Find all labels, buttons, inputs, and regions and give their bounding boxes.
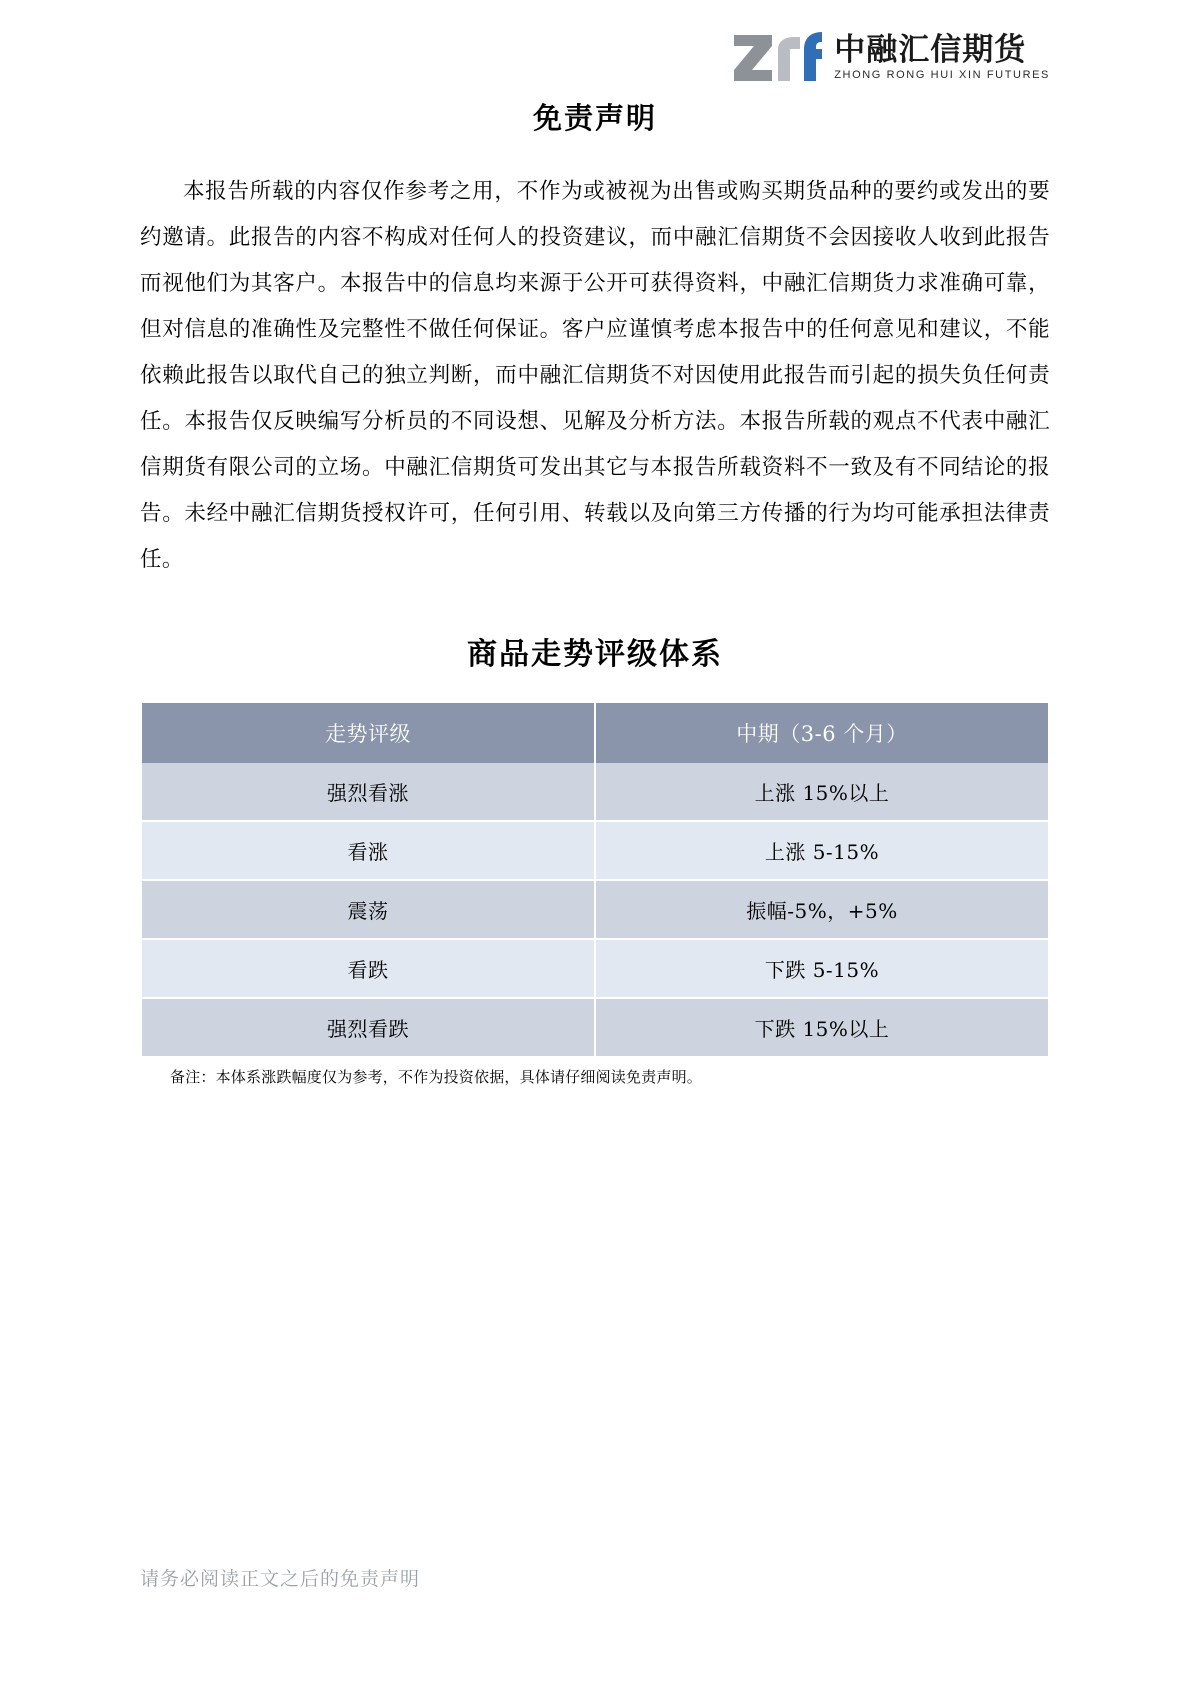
rating-range: 上涨 15%以上 [595,763,1048,821]
logo-company-name-cn: 中融汇信期货 [834,31,1027,67]
rating-label: 强烈看跌 [142,998,595,1056]
logo-company-name-en: ZHONG RONG HUI XIN FUTURES [834,68,1050,81]
page-footer: 请务必阅读正文之后的免责声明 [140,1568,421,1590]
table-row [142,880,1048,939]
rating-table-head [142,703,1048,763]
rating-label: 震荡 [142,880,595,939]
table-row [142,763,1048,821]
zrf-logo-icon [732,29,824,85]
rating-system-title: 商品走势评级体系 [467,637,723,672]
table-row [142,939,1048,998]
table-row [142,998,1048,1056]
disclaimer-paragraph: 本报告所载的内容仅作参考之用，不作为或被视为出售或购买期货品种的要约或发出的要约邀请。此报告的内容不构成对任何人的投资建议，而中融汇信期货不会因接收人收到此报告而视他们为其客户。本报告中的信息均来源于公开可获得资料，中融汇信期货力求准确可靠，但对信息的准确性及完整性不做任何保证。客户应谨慎考虑本报告中的任何意见和建议，不能依赖此报告以取代自己的独立判断，而中融汇信期货不对因使用此报告而引起的损失负任何责任。本报告仅反映编写分析员的不同设想、见解及分析方法。本报告所载的观点不代表中融汇信期货有限公司的立场。中融汇信期货可发出其它与本报告所载资料不一致及有不同结论的报告。未经中融汇信期货授权许可，任何引用、转载以及向第三方传播的行为均可能承担法律责任。 [140,179,1050,572]
company-logo-header [732,26,1050,88]
rating-range: 上涨 5-15% [595,821,1048,880]
table-row [142,821,1048,880]
rating-table [142,703,1048,1056]
logo-text [834,29,1050,85]
table-header-rating: 走势评级 [142,703,595,763]
rating-range: 下跌 15%以上 [595,998,1048,1056]
rating-label: 强烈看涨 [142,763,595,821]
rating-range: 下跌 5-15% [595,939,1048,998]
rating-table-body [142,763,1048,1056]
page-title: 免责声明 [532,101,657,135]
rating-label: 看涨 [142,821,595,880]
table-header-row [142,703,1048,763]
rating-range: 振幅-5%，+5% [595,880,1048,939]
rating-label: 看跌 [142,939,595,998]
table-header-midterm: 中期（3-6 个月） [595,703,1048,763]
table-note: 备注：本体系涨跌幅度仅为参考，不作为投资依据，具体请仔细阅读免责声明。 [170,1068,703,1086]
